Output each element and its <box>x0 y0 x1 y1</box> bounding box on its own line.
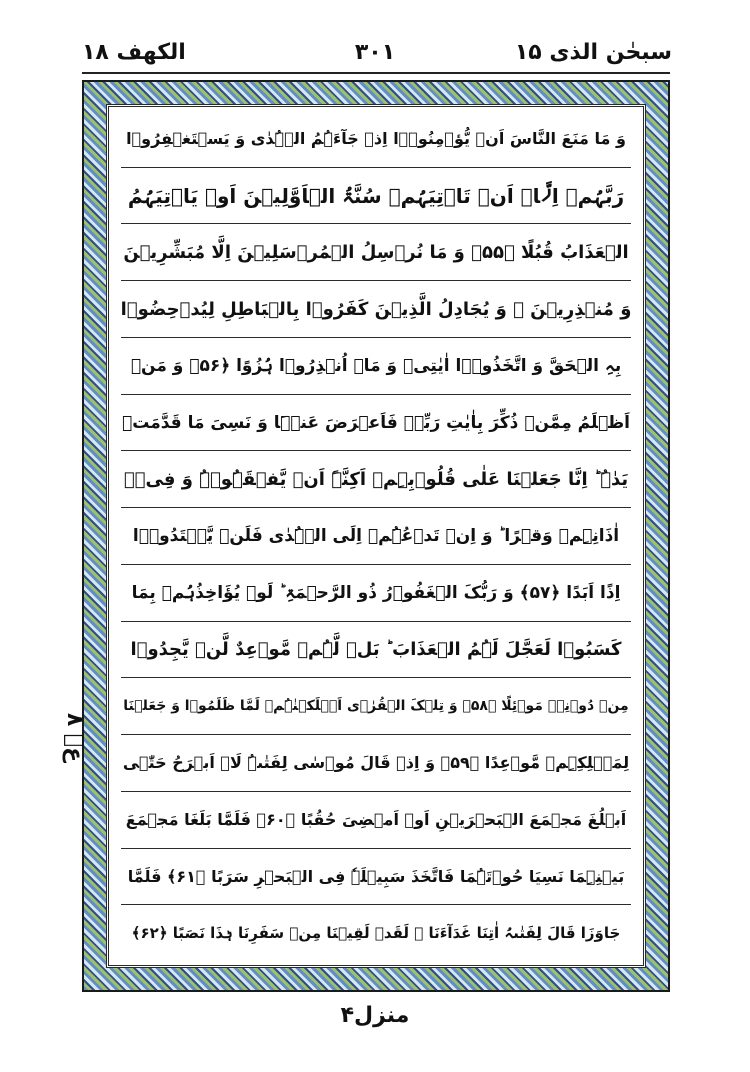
verse-line: یَدٰہُ ؕ اِنَّا جَعَلۡنَا عَلٰی قُلُوۡبِہِمۡ اَکِنَّۃً اَنۡ یَّفۡقَہُوۡہُ وَ فِیۡۤ <box>121 451 631 508</box>
page-number: ۳۰۱ <box>354 40 396 65</box>
text-panel <box>106 104 646 968</box>
header-rule <box>82 72 670 74</box>
verse-line: اَظۡلَمُ مِمَّنۡ ذُکِّرَ بِاٰیٰتِ رَبِّہٖ فَاَعۡرَضَ عَنۡہَا وَ نَسِیَ مَا قَدَّمَتۡ <box>121 395 631 452</box>
verse-line: الۡعَذَابُ قُبُلًا ﴿۵۵﴾ وَ مَا نُرۡسِلُ الۡمُرۡسَلِیۡنَ اِلَّا مُبَشِّرِیۡنَ <box>121 224 631 281</box>
verse-line: بَیۡنِہِمَا نَسِیَا حُوۡتَہُمَا فَاتَّخَذَ سَبِیۡلَہٗ فِی الۡبَحۡرِ سَرَبًا ﴿۶۱﴾ فَلَمَّا <box>121 849 631 906</box>
verse-line: وَ مُنۡذِرِیۡنَ ۚ وَ یُجَادِلُ الَّذِیۡنَ کَفَرُوۡا بِالۡبَاطِلِ لِیُدۡحِضُوۡا <box>121 281 631 338</box>
verse-line: اِذًا اَبَدًا ﴿۵۷﴾ وَ رَبُّکَ الۡغَفُوۡرُ ذُو الرَّحۡمَۃِ ؕ لَوۡ یُؤَاخِذُہُمۡ بِمَا <box>121 565 631 622</box>
verse-line: وَ مَا مَنَعَ النَّاسَ اَنۡ یُّؤۡمِنُوۡۤا اِذۡ جَآءَہُمُ الۡہُدٰی وَ یَسۡتَغۡفِرُوۡا <box>121 111 631 168</box>
verse-line: بِہِ الۡحَقَّ وَ اتَّخَذُوۡۤا اٰیٰتِیۡ وَ مَاۤ اُنۡذِرُوۡا ہُزُوًا ﴿۵۶﴾ وَ مَنۡ <box>121 338 631 395</box>
verse-line: مِنۡ دُوۡنِہٖ مَوۡئِلًا ﴿۵۸﴾ وَ تِلۡکَ الۡقُرٰۤی اَہۡلَکۡنٰہُمۡ لَمَّا ظَلَمُوۡا وَ جَعَلۡنَا <box>121 678 631 735</box>
verse-line: جَاوَزَا قَالَ لِفَتٰىہُ اٰتِنَا غَدَآءَنَا ۫ لَقَدۡ لَقِیۡنَا مِنۡ سَفَرِنَا ہٰذَا نَصَبًا ﴿۶۲﴾ <box>131 924 621 943</box>
ornamental-border <box>82 80 670 992</box>
verse-line: کَسَبُوۡا لَعَجَّلَ لَہُمُ الۡعَذَابَ ؕ بَلۡ لَّہُمۡ مَّوۡعِدٌ لَّنۡ یَّجِدُوۡا <box>121 622 631 679</box>
verse-lines <box>121 111 631 961</box>
manzil-footer: منزل۴ <box>340 1003 410 1028</box>
verse-line: رَبَّہُمۡ اِلَّاۤ اَنۡ تَاۡتِیَہُمۡ سُنَّۃُ الۡاَوَّلِیۡنَ اَوۡ یَاۡتِیَہُمُ <box>121 168 631 225</box>
verse-line: لِمَہۡلِکِہِمۡ مَّوۡعِدًا ﴿۵۹﴾ وَ اِذۡ قَالَ مُوۡسٰی لِفَتٰىہُ لَاۤ اَبۡرَحُ حَتّٰۤی <box>121 735 631 792</box>
ruku-marker: عۡ ۸ <box>62 712 88 763</box>
verse-line: اٰذَانِہِمۡ وَقۡرًا ؕ وَ اِنۡ تَدۡعُہُمۡ اِلَی الۡہُدٰی فَلَنۡ یَّہۡتَدُوۡۤا <box>121 508 631 565</box>
header-surah-name: الکھف ۱۸ <box>82 40 186 65</box>
header-surah-juz-label: سبحٰن الذی ۱۵ <box>514 40 672 65</box>
verse-line: اَبۡلُغَ مَجۡمَعَ الۡبَحۡرَیۡنِ اَوۡ اَمۡضِیَ حُقُبًا ﴿۶۰﴾ فَلَمَّا بَلَغَا مَجۡمَعَ <box>121 792 631 849</box>
